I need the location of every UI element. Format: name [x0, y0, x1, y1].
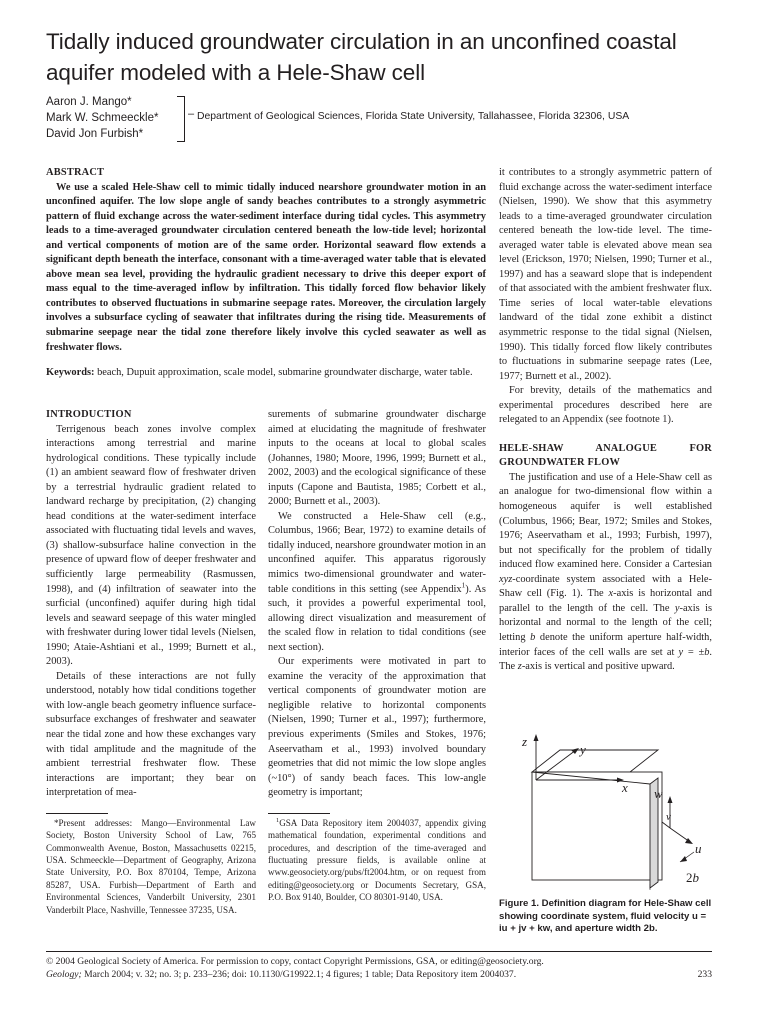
paragraph: Our experiments were motivated in part to examine the veracity of the approximation that vertical components of groundwater motion are negligible relative to horizontal components (Nielsen, 1990; Turner et al., 1997); furthermore, previous experiments (Smiles and Stokes, 1976; Aseervatham et al., 1993) involved boundary geometries that did not mimic the low slope angles (~10°) of sandy beach faces. This low-angle geometry is important; [268, 656, 486, 799]
abstract-text: We use a scaled Hele-Shaw cell to mimic tidally induced nearshore groundwater motion in an unconfined aquifer. The low slope angle of sandy beaches contributes to a strongly asymmetric pattern of fluid exchange across the water-sediment interface during tidal cycles. This asymmetry leads to a time-averaged groundwater circulation centered beneath the low-tide level; horizontal and vertical components of motion are of the same order. Horizontal seaward flow extends a significant depth beneath the interface, consonant with a time-averaged water table that is elevated above mean sea level, providing the hydraulic gradient necessary to drive this deeper export of mass equal to the time-averaged inflow by infiltration. This tidally forced flow behavior likely contributes to observed fluctuations in submarine seepage rates. Moreover, the circulation largely involves a subsurface cycling of seawater that infiltrates during the rising tide. Measurements of submarine seepage near the tidal zone therefore likely involve this cycled seawater as well as freshwater flows. [46, 181, 486, 353]
author-list [46, 94, 158, 142]
paragraph: Details of these interactions are not fully understood, notably how tidal conditions together with low-angle beach geometry influence surface-subsurface exchanges of freshwater and seawater near the tidal zone and how these exchanges vary with tidal amplitude and the magnitude of the ambient terrestrial freshwater flow. These interactions are important; they bear on interpretation of mea- [46, 670, 256, 799]
figure-1-diagram [510, 732, 710, 892]
paragraph: For brevity, details of the mathematics and experimental procedures described here are relegated to an Appendix (see footnote 1). [499, 385, 712, 426]
abstract [46, 166, 486, 355]
column-3 [499, 166, 712, 675]
x-label: x [622, 780, 628, 795]
author: Aaron J. Mango* [46, 96, 132, 108]
column-1 [46, 408, 256, 916]
copyright: © 2004 Geological Society of America. For permission to copy, contact Copyright Permissions, GSA, or editing@geosociety.org. [46, 956, 544, 967]
paragraph: We constructed a Hele-Shaw cell (e.g., Columbus, 1966; Bear, 1972) to examine details of tidally induced, nearshore groundwater motion in an unconfined aquifer. This apparatus rigorously mimics two-dimensional groundwater and water-table conditions in this setting (see Appendix$^1$). As such, it provides a powerful experimental tool, allowing direct visualization and measurement of the scaled flow in relation to tidal conditions (see next section). [268, 510, 486, 653]
z-label: z [522, 734, 528, 749]
page-number: 233 [697, 969, 712, 980]
affiliation-dash: – [188, 108, 195, 120]
column-2 [268, 408, 486, 904]
footer [46, 956, 712, 981]
intro-heading: INTRODUCTION [46, 409, 132, 420]
footer-rule [46, 951, 712, 952]
keywords-text: beach, Dupuit approximation, scale model, submarine groundwater discharge, water table. [94, 367, 473, 378]
cell-back-wall [532, 772, 662, 880]
paragraph: Terrigenous beach zones involve complex interactions among terrestrial and marine hydrological conditions. These typically include (1) an ambient seaward flow of freshwater driven by a terrestrial hydraulic gradient related to landward recharge by precipitation, (2) changing head conditions at the water-sediment interface associated with fluctuating tidal levels and waves, (3) shallow-subsurface haline convection in the presence of upward flow of deeper freshwater and sufficiently large permeability (Rasmussen, 1998), and (4) infiltration of seawater into the surficial (unconfined) aquifer during high tidal levels and seaward seepage of this water mingled with freshwater during lower tidal levels (Nielsen, 1990; Ataie-Ashtiani et al., 1999; Burnett et al., 2003). [46, 423, 256, 668]
footnote-present-addresses: *Present addresses: Mango—Environmental Law Society, Boston University School of Law, 765 Commonwealth Avenue, Boston, Massachusetts 02215, USA. Schmeeckle—Department of Geography, Arizona State University, P.O. Box 870104, Tempe, Arizona 85287, USA. Furbish—Department of Earth and Environmental Sciences, Vanderbilt University, 2301 Vanderbilt Place, Nashville, Tennessee 37235, USA. [46, 817, 256, 915]
paragraph: it contributes to a strongly asymmetric pattern of fluid exchange across the water-sediment interface (Nielsen, 1990). We show that this asymmetry leads to a time-averaged groundwater circulation centered beneath the low-tide level. The time-averaged water table is elevated above mean sea level (Erickson, 1970; Nielsen, 1990; Turner et al., 1997) and has a seaward slope that is independent of that associated with the ambient freshwater flux. Time series of local water-table elevations landward of the tidal zone exhibit a distinct asymmetric response to the tidal signal (Nielsen, 1990). This tidally forced flow likely contributes to fluctuations in submarine seepage rates (Lee, 1977; Burnett et al., 2002). [499, 167, 712, 382]
w-label: w [654, 786, 663, 801]
affiliation: Department of Geological Sciences, Florida State University, Tallahassee, Florida 32306, USA [197, 111, 630, 122]
v-label: v [666, 811, 671, 823]
footnote-gsa: $^1$GSA Data Repository item 2004037, appendix giving mathematical foundation, experimental conditions and procedures, and description of the time-averaged and fluctuating pressure fields, is available online at www.geosociety.org/pubs/ft2004.htm, or on request from editing@geosociety.org or Documents Secretary, GSA, P.O. Box 9140, Boulder, CO 80301-9140, USA. [268, 816, 486, 903]
paragraph: surements of submarine groundwater discharge aimed at elucidating the magnitude of freshwater inputs to the oceans at local to global scales (Johannes, 1980; Moore, 1996, 1999; Burnett et al., 2002, 2003) and the ecological significance of these inputs (Capone and Bautista, 1985; Corbett et al., 2000; Burnett et al., 2003). [268, 409, 486, 508]
keywords-label: Keywords: [46, 367, 95, 378]
footnote-rule [268, 813, 330, 814]
article-title: Tidally induced groundwater circulation in an unconfined coastal aquifer modeled with a Hele-Shaw cell [46, 29, 677, 85]
aperture-label: 2b [686, 870, 699, 885]
section-heading: HELE-SHAW ANALOGUE FOR GROUNDWATER FLOW [499, 442, 712, 469]
y-label: y [580, 742, 586, 757]
author-brace [177, 96, 185, 142]
figure-1-caption: Figure 1. Definition diagram for Hele-Shaw cell showing coordinate system, fluid velocity u = iu + jv + kw, and aperture width 2b. [499, 898, 712, 935]
keywords [46, 366, 486, 381]
footnote-rule [46, 813, 108, 814]
paragraph: The justification and use of a Hele-Shaw cell as an analogue for two-dimensional flow within a homogeneous aquifer is well established (Columbus, 1966; Bear, 1972; Smiles and Stokes, 1976; Aseervatham et al., 1993; Furbish, 1997), but not specifically for the problem of tidally induced flow examined here. Consider a Cartesian xyz-coordinate system associated with a Hele-Shaw cell (Fig. 1). The x-axis is horizontal and parallel to the length of the cell. The y-axis is horizontal and normal to the length of the cell; letting b denote the uniform aperture half-width, interior faces of the cell walls are set at y = ±b. The z-axis is vertical and positive upward. [499, 471, 712, 673]
footnote-ref[interactable]: 1 [461, 581, 466, 590]
u-label: u [695, 841, 702, 856]
author: Mark W. Schmeeckle* [46, 112, 159, 124]
abstract-heading: ABSTRACT [46, 167, 105, 178]
citation: Geology; March 2004; v. 32; no. 3; p. 233–236; doi: 10.1130/G19922.1; 4 figures; 1 table; Data Repository item 2004037. [46, 968, 517, 980]
author: David Jon Furbish* [46, 128, 144, 140]
